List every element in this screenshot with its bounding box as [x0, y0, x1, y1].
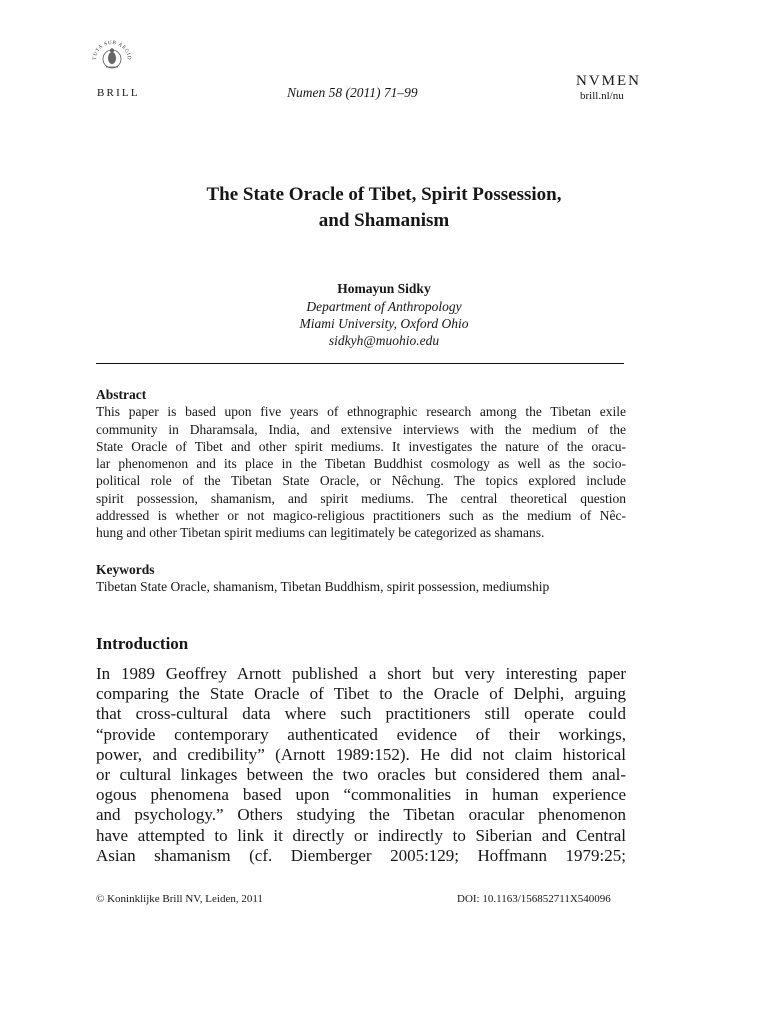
- divider: [96, 363, 624, 364]
- abstract-text: [96, 403, 626, 541]
- introduction-body: [96, 664, 626, 866]
- title-line: and Shamanism: [318, 210, 450, 231]
- author-name: Homayun Sidky: [337, 281, 431, 296]
- abstract-label: Abstract: [96, 387, 147, 402]
- author-university: Miami University, Oxford Ohio: [299, 316, 469, 331]
- abstract-section: [96, 386, 626, 542]
- abstract-line: hung and other Tibetan spirit mediums can legitimately be categorized as shamans.: [96, 525, 545, 541]
- body-line: that cross-cultural data where such practitioners still operate could: [96, 704, 626, 724]
- abstract-line: spirit possession, shamanism, and spirit mediums. The central theoretical question: [96, 490, 626, 506]
- keywords-text: Tibetan State Oracle, shamanism, Tibetan Buddhism, spirit possession, mediumship: [96, 579, 550, 595]
- body-line: comparing the State Oracle of Tibet to the Oracle of Delphi, arguing: [96, 684, 626, 704]
- abstract-line: This paper is based upon five years of ethnographic research among the Tibetan exile: [96, 404, 626, 420]
- brill-publisher-seal-icon: [89, 34, 135, 84]
- body-line: “provide contemporary authenticated evidence of their workings,: [96, 724, 626, 744]
- journal-citation: Numen 58 (2011) 71–99: [287, 85, 418, 100]
- abstract-line: State Oracle of Tibet and other spirit mediums. It investigates the nature of the oracu-: [96, 438, 626, 454]
- article-title: [96, 182, 672, 234]
- introduction-heading: Introduction: [96, 634, 189, 653]
- seal-text: TUTA SUB AEGID: [91, 39, 133, 61]
- keywords-label: Keywords: [96, 562, 155, 577]
- abstract-line: lar phenomenon and its place in the Tibetan Buddhist cosmology as well as the socio-: [96, 456, 626, 472]
- author-department: Department of Anthropology: [306, 299, 462, 314]
- body-line: Asian shamanism (cf. Diemberger 2005:129; Hoffmann 1979:25;: [96, 845, 626, 865]
- abstract-line: community in Dharamsala, India, and extensive interviews with the medium of the: [96, 421, 626, 437]
- doi-link[interactable]: DOI: 10.1163/156852711X540096: [457, 893, 611, 905]
- body-line: and psychology.” Others studying the Tibetan oracular phenomenon: [96, 805, 626, 825]
- title-line: The State Oracle of Tibet, Spirit Possession,: [206, 184, 562, 205]
- body-line: ogous phenomena based upon “commonalities in human experience: [96, 785, 626, 805]
- abstract-line: political role of the Tibetan State Oracle, or Nêchung. The topics explored include: [96, 473, 626, 489]
- body-line: or cultural linkages between the two oracles but considered them anal-: [96, 765, 626, 785]
- author-block: [96, 280, 672, 349]
- body-line: In 1989 Geoffrey Arnott published a short but very interesting paper: [96, 664, 626, 683]
- brill-seal-logo: [89, 34, 135, 84]
- journal-url[interactable]: brill.nl/nu: [580, 90, 624, 102]
- copyright-notice: © Koninklijke Brill NV, Leiden, 2011: [96, 893, 263, 905]
- body-line: power, and credibility” (Arnott 1989:152). He did not claim historical: [96, 744, 626, 764]
- keywords-section: [96, 561, 626, 596]
- body-line: have attempted to link it directly or indirectly to Siberian and Central: [96, 825, 626, 845]
- author-email[interactable]: sidkyh@muohio.edu: [328, 333, 440, 348]
- publisher-name: BRILL: [97, 87, 140, 99]
- abstract-line: addressed is whether or not magico-religious practitioners such as the medium of Nêc-: [96, 508, 626, 524]
- journal-name: NVMEN: [576, 73, 641, 89]
